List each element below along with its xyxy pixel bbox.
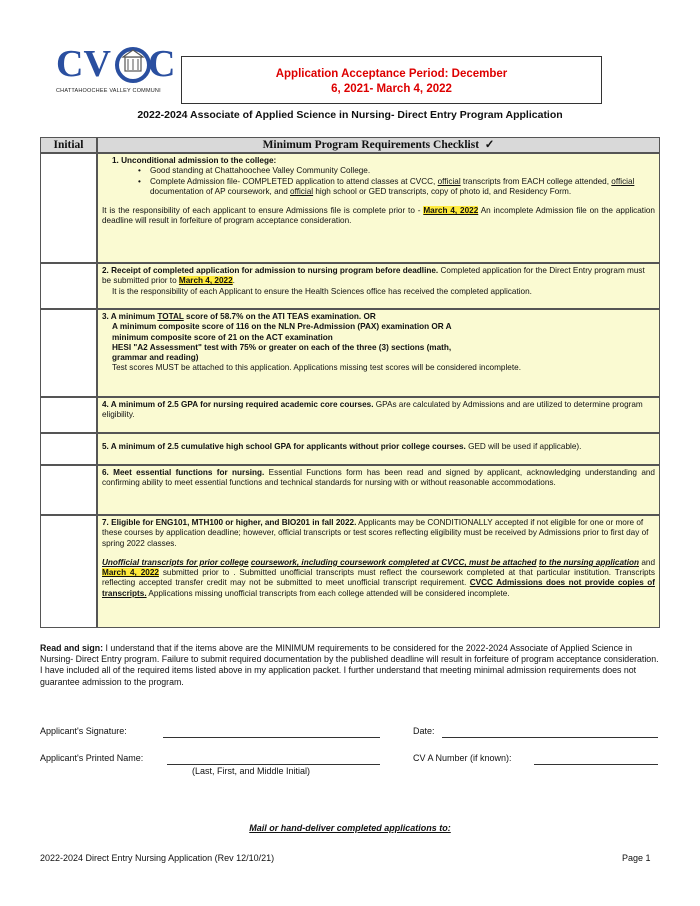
- requirement-6-text: 6. Meet essential functions for nursing. Essential Functions form has been read and signed by applicant, acknowledging understanding and confirming ability to meet essential functions and technical standards for nursing with or without reasonable accommodations.: [102, 468, 655, 488]
- initial-box-4[interactable]: [40, 397, 97, 433]
- requirement-3-note: Test scores MUST be attached to this application. Applications missing test scores will be considered incomplete.: [112, 363, 521, 373]
- date-label: Date:: [413, 726, 435, 736]
- deadline-highlight: March 4, 2022: [423, 206, 479, 216]
- requirement-5: [97, 433, 660, 465]
- checkmark-icon: ✓: [484, 139, 495, 151]
- requirement-3: [97, 309, 660, 397]
- requirement-3-line-4: HESI "A2 Assessment" test with 75% or greater on each of the three (3) sections (math,: [112, 342, 452, 352]
- requirement-4: [97, 397, 660, 433]
- requirement-6: [97, 465, 660, 515]
- requirement-1-responsibility: It is the responsibility of each applicant to ensure Admissions file is complete prior to - March 4, 2022 An incomplete Admission file on the application deadline will result in forfeiture of program acceptance consideration.: [102, 206, 655, 226]
- period-line-1: Application Acceptance Period: December: [275, 68, 508, 80]
- requirement-7-text: 7. Eligible for ENG101, MTH100 or higher, and BIO201 in fall 2022. Applicants may be CONDITIONALLY accepted if not eligible for one or more of these courses by application deadline; however, official transcripts or test scores reflecting eligibility must be received by Admissions prior to first day of spring 2022 classes.: [102, 518, 649, 548]
- requirement-1-heading: 1. Unconditional admission to the college:: [112, 156, 277, 165]
- footer-revision: 2022-2024 Direct Entry Nursing Application (Rev 12/10/21): [40, 853, 275, 863]
- requirement-3-line-2: A minimum composite score of 116 on the NLN Pre-Admission (PAX) examination OR A: [112, 322, 452, 332]
- date-line[interactable]: [442, 737, 658, 738]
- document-title: 2022-2024 Associate of Applied Science in Nursing- Direct Entry Program Application: [137, 109, 563, 121]
- signature-label: Applicant's Signature:: [40, 726, 127, 736]
- printed-name-label: Applicant's Printed Name:: [40, 753, 144, 763]
- read-and-sign-paragraph-1: Read and sign: I understand that if the items above are the MINIMUM requirements to be considered for the 2022-2024 Associate of Applied Science in Nursing- Direct Entry program. Failure to submit required documentation by the published deadline will result in forfeiture of program acceptance consideration.: [40, 643, 659, 665]
- requirement-5-text: 5. A minimum of 2.5 cumulative high school GPA for applicants without prior college courses. GED will be used if applicable).: [102, 442, 582, 451]
- initial-box-2[interactable]: [40, 263, 97, 309]
- requirement-4-text: 4. A minimum of 2.5 GPA for nursing required academic core courses. GPAs are calculated by Admissions and are utilized to determine program eligibility.: [102, 400, 643, 420]
- requirement-7-unofficial-transcripts: Unofficial transcripts for prior college coursework, including coursework completed at CVCC, must be attached to the nursing application and March 4, 2022 submitted prior to . Submitted unofficial transcripts must reflect the coursework completed at that particular institution. Transcripts reflecting accepted transfer credit may not be submitted to meet unofficial transcript requirement. CVCC Admissions does not provide copies of transcripts. Applications missing unofficial transcripts from each college attended will be considered incomplete.: [102, 557, 656, 598]
- requirement-7: [97, 515, 660, 628]
- requirement-1-bullet-2: • Complete Admission file- COMPLETED application to attend classes at CVCC, official transcripts from EACH college attended, official documentation of AP coursework, and official high school or GED transcripts, copy of photo id, and Residency Form.: [102, 177, 655, 198]
- printed-name-hint: (Last, First, and Middle Initial): [192, 766, 311, 776]
- initial-box-5[interactable]: [40, 433, 97, 465]
- requirement-1-bullet-1: • Good standing at Chattahoochee Valley Community College.: [102, 166, 655, 176]
- requirement-3-line-5: grammar and reading): [112, 353, 199, 363]
- footer-page-number: Page 1: [622, 853, 651, 863]
- initial-box-1[interactable]: [40, 153, 97, 263]
- requirement-2-note: It is the responsibility of each Applicant to ensure the Health Sciences office has received the completed application.: [112, 286, 532, 296]
- initial-column-header: Initial: [40, 137, 97, 153]
- printed-name-line[interactable]: [167, 764, 380, 765]
- requirement-3-line-3: minimum composite score of 21 on the ACT examination: [112, 332, 333, 342]
- svg-text:C: C: [148, 43, 176, 85]
- cva-number-label: CV A Number (if known):: [413, 753, 512, 763]
- cva-number-line[interactable]: [534, 764, 658, 765]
- deadline-highlight: March 4, 2022: [102, 568, 159, 578]
- requirement-2: [97, 263, 660, 309]
- checklist-column-header: [97, 137, 660, 153]
- initial-box-6[interactable]: [40, 465, 97, 515]
- deadline-highlight: March 4, 2022: [178, 276, 233, 286]
- period-line-2: 6, 2021- March 4, 2022: [331, 83, 452, 95]
- svg-text:CV: CV: [56, 43, 111, 85]
- mail-instructions: Mail or hand-deliver completed applications to:: [249, 823, 451, 833]
- requirements-checklist-table: [40, 137, 660, 628]
- requirement-1: [97, 153, 660, 263]
- read-and-sign-statement: [40, 643, 660, 688]
- logo-graphic: [56, 40, 176, 88]
- checklist-header-label: Minimum Program Requirements Checklist: [262, 139, 480, 151]
- read-and-sign-paragraph-2: I have included all of the required items listed above in my application packet. I further understand that meeting minimal admission requirements does not guarantee admission to the program.: [40, 665, 637, 687]
- signature-line[interactable]: [163, 737, 380, 738]
- logo-subtitle: CHATTAHOOCHEE VALLEY COMMUNI: [56, 88, 161, 94]
- initial-box-3[interactable]: [40, 309, 97, 397]
- cvcc-logo: [56, 40, 176, 100]
- requirement-2-text: 2. Receipt of completed application for admission to nursing program before deadline. Completed application for the Direct Entry program must be submitted prior to March 4, 2022.: [102, 266, 645, 286]
- requirement-3-line-1: 3. A minimum TOTAL score of 58.7% on the ATI TEAS examination. OR: [102, 312, 376, 321]
- application-period-box: [181, 56, 602, 104]
- initial-box-7[interactable]: [40, 515, 97, 628]
